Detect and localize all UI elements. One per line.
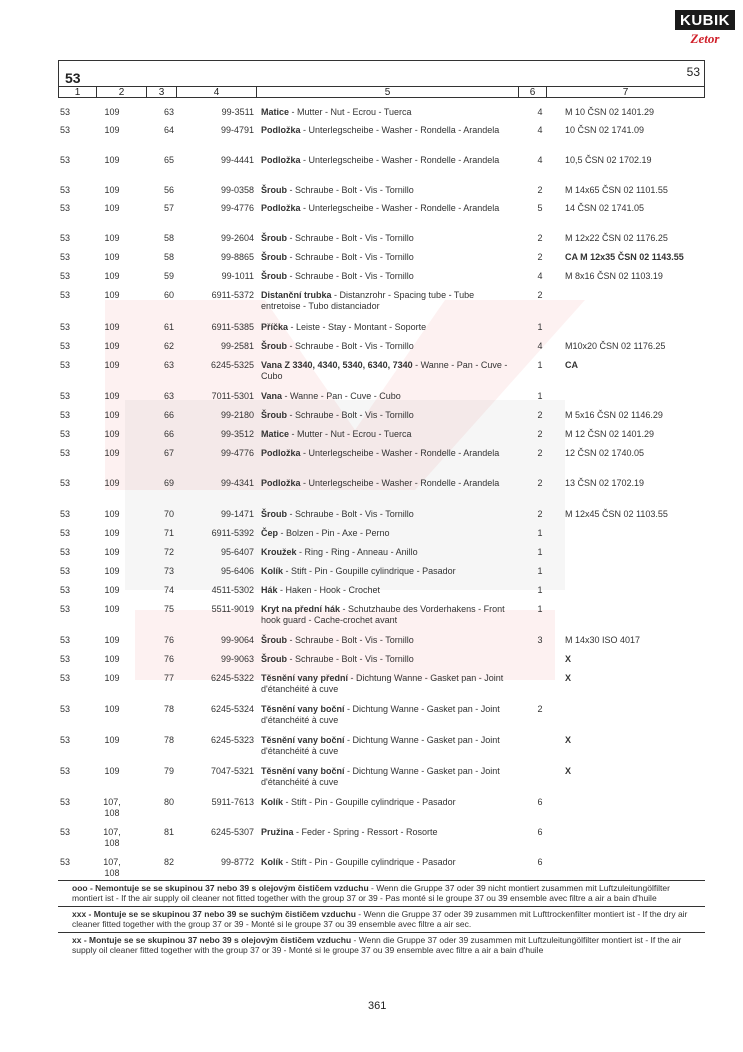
cell-group: 53 — [60, 125, 71, 135]
cell-figure: 109 — [104, 322, 120, 332]
cell-group: 53 — [60, 271, 71, 281]
cell-description — [261, 547, 516, 558]
cell-group: 53 — [60, 547, 71, 557]
cell-part-number: 99-2180 — [220, 410, 254, 420]
footnote-text: - Wenn die Gruppe 37 oder 39 zusammen mit Luftzuleitungölfilter montiert ist - If the air supply oil cleaner fitted together with the group 37 or 39 - Monté si le groupe 37 ou 39 ensemble avec filtre a air a bain d'huile — [72, 935, 682, 955]
cell-note: M 8x16 ČSN 02 1103.19 — [565, 271, 663, 281]
cell-quantity: 2 — [537, 185, 543, 195]
part-name-czech: Kolík — [261, 797, 284, 807]
cell-note: 10 ČSN 02 1741.09 — [565, 125, 645, 135]
cell-description — [261, 528, 516, 539]
cell-position: 58 — [163, 252, 174, 262]
cell-part-number: 6911-5372 — [211, 290, 254, 300]
cell-group: 53 — [60, 107, 71, 117]
part-name-translations: - Schraube - Bolt - Vis - Tornillo — [287, 185, 414, 195]
part-name-czech: Šroub — [261, 341, 287, 351]
cell-description — [261, 766, 516, 788]
cell-description — [261, 233, 516, 244]
cell-part-number: 4511-5302 — [211, 585, 254, 595]
part-name-translations: - Bolzen - Pin - Axe - Perno — [278, 528, 390, 538]
cell-description — [261, 203, 516, 214]
cell-quantity: 3 — [537, 635, 543, 645]
cell-part-number: 6245-5325 — [210, 360, 254, 370]
cell-group: 53 — [60, 857, 71, 867]
cell-group: 53 — [60, 290, 71, 300]
cell-figure: 109 — [104, 203, 120, 213]
cell-description — [261, 107, 516, 118]
cell-quantity: 2 — [537, 509, 543, 519]
part-name-translations: - Schutzhaube des Vorderhakens - Front hook guard - Cache-crochet avant — [261, 604, 505, 625]
cell-note: M 10 ČSN 02 1401.29 — [565, 107, 655, 117]
cell-position: 66 — [163, 429, 174, 439]
cell-group: 53 — [60, 155, 71, 165]
cell-quantity: 1 — [537, 391, 543, 401]
part-name-czech: Kolík — [261, 566, 284, 576]
cell-position: 60 — [163, 290, 174, 300]
part-name-czech: Těsnění vany boční — [261, 766, 345, 776]
part-name-czech: Těsnění vany boční — [261, 735, 345, 745]
cell-group: 53 — [60, 827, 71, 837]
cell-figure: 109 — [104, 654, 120, 664]
cell-quantity: 2 — [537, 448, 543, 458]
cell-description — [261, 252, 516, 263]
cell-description — [261, 604, 516, 626]
cell-figure: 109 — [104, 704, 120, 714]
cell-group: 53 — [60, 766, 71, 776]
footnote-key: xx - Montuje se se skupinou 37 nebo 39 s olejovým čističem vzduchu — [72, 935, 352, 945]
cell-part-number: 99-3512 — [220, 429, 254, 439]
cell-note: M 14x30 ISO 4017 — [565, 635, 641, 645]
cell-figure: 109 — [104, 185, 120, 195]
part-name-translations: - Distanzrohr - Spacing tube - Tube entretoise - Tubo distanciador — [261, 290, 475, 311]
part-name-czech: Podložka — [261, 478, 301, 488]
cell-note: CA — [565, 360, 578, 370]
cell-figure: 109 — [104, 478, 120, 488]
kubik-zetor-logo — [675, 10, 735, 60]
cell-position: 72 — [163, 547, 174, 557]
cell-group: 53 — [60, 429, 71, 439]
cell-figure: 109 — [104, 604, 120, 614]
cell-part-number: 99-9063 — [220, 654, 254, 664]
cell-position: 71 — [163, 528, 174, 538]
cell-part-number: 99-2604 — [220, 233, 254, 243]
column-header-1: 1 — [59, 87, 97, 98]
column-header-row — [59, 86, 704, 98]
cell-description — [261, 271, 516, 282]
cell-description — [261, 735, 516, 757]
part-name-translations: - Dichtung Wanne - Gasket pan - Joint d'étanchéité à cuve — [261, 673, 504, 694]
cell-group: 53 — [60, 252, 71, 262]
cell-quantity: 4 — [537, 341, 543, 351]
cell-position: 76 — [163, 654, 174, 664]
part-name-translations: - Stift - Pin - Goupille cylindrique - Pasador — [283, 797, 456, 807]
cell-quantity: 2 — [537, 233, 543, 243]
footnotes — [58, 880, 705, 958]
cell-part-number: 7011-5301 — [211, 391, 254, 401]
cell-part-number: 6245-5322 — [210, 673, 254, 683]
part-name-translations: - Schraube - Bolt - Vis - Tornillo — [287, 233, 414, 243]
cell-group: 53 — [60, 360, 71, 370]
cell-figure: 109 — [104, 155, 120, 165]
cell-position: 58 — [163, 233, 174, 243]
cell-group: 53 — [60, 185, 71, 195]
part-name-czech: Šroub — [261, 233, 287, 243]
cell-note: 14 ČSN 02 1741.05 — [565, 203, 645, 213]
cell-quantity: 4 — [537, 125, 543, 135]
cell-group: 53 — [60, 509, 71, 519]
part-name-translations: - Feder - Spring - Ressort - Rosorte — [293, 827, 438, 837]
cell-position: 69 — [163, 478, 174, 488]
cell-part-number: 6911-5392 — [211, 528, 254, 538]
cell-part-number: 99-4776 — [220, 448, 254, 458]
cell-position: 56 — [163, 185, 174, 195]
cell-quantity: 2 — [537, 410, 543, 420]
cell-part-number: 99-8772 — [220, 857, 254, 867]
cell-part-number: 6911-5385 — [211, 322, 254, 332]
part-name-czech: Hák — [261, 585, 278, 595]
part-name-czech: Matice — [261, 429, 290, 439]
cell-position: 63 — [163, 391, 174, 401]
part-name-translations: - Unterlegscheibe - Washer - Rondelle - Arandela — [300, 203, 500, 213]
cell-figure: 109 — [104, 341, 120, 351]
part-name-translations: - Schraube - Bolt - Vis - Tornillo — [287, 271, 414, 281]
part-name-translations: - Stift - Pin - Goupille cylindrique - Pasador — [283, 566, 456, 576]
cell-position: 77 — [163, 673, 174, 683]
part-name-czech: Šroub — [261, 654, 287, 664]
cell-group: 53 — [60, 604, 71, 614]
cell-description — [261, 185, 516, 196]
cell-description — [261, 673, 516, 695]
part-name-czech: Čep — [261, 528, 279, 538]
cell-quantity: 4 — [537, 107, 543, 117]
cell-group: 53 — [60, 322, 71, 332]
cell-position: 79 — [163, 766, 174, 776]
footnote-key: ooo - Nemontuje se se skupinou 37 nebo 39 s olejovým čističem vzduchu — [72, 883, 369, 893]
cell-quantity: 2 — [537, 290, 543, 300]
cell-part-number: 99-4791 — [220, 125, 254, 135]
cell-note: M 5x16 ČSN 02 1146.29 — [565, 410, 663, 420]
column-header-6: 6 — [519, 87, 547, 98]
cell-description — [261, 509, 516, 520]
part-name-czech: Šroub — [261, 271, 287, 281]
page-number: 361 — [368, 1000, 387, 1012]
cell-group: 53 — [60, 704, 71, 714]
cell-description — [261, 585, 516, 596]
part-name-czech: Matice — [261, 107, 290, 117]
part-name-translations: - Leiste - Stay - Montant - Soporte — [288, 322, 427, 332]
cell-note: M 12 ČSN 02 1401.29 — [565, 429, 655, 439]
cell-group: 53 — [60, 410, 71, 420]
cell-figure: 109 — [104, 766, 120, 776]
cell-figure: 109 — [104, 233, 120, 243]
cell-quantity: 2 — [537, 478, 543, 488]
cell-figure: 107, 108 — [103, 857, 121, 878]
part-name-translations: - Schraube - Bolt - Vis - Tornillo — [287, 410, 414, 420]
cell-quantity: 2 — [537, 252, 543, 262]
cell-part-number: 99-3511 — [221, 107, 254, 117]
logo-kubik-text: KUBIK — [675, 10, 735, 30]
part-name-czech: Vana — [261, 391, 283, 401]
cell-note: 10,5 ČSN 02 1702.19 — [565, 155, 652, 165]
cell-position: 67 — [163, 448, 174, 458]
cell-position: 74 — [163, 585, 174, 595]
cell-figure: 109 — [104, 410, 120, 420]
part-name-translations: - Mutter - Nut - Ecrou - Tuerca — [289, 107, 412, 117]
cell-note: 12 ČSN 02 1740.05 — [565, 448, 645, 458]
cell-quantity: 4 — [537, 271, 543, 281]
part-name-czech: Podložka — [261, 125, 301, 135]
cell-quantity: 1 — [537, 547, 543, 557]
cell-note: X — [565, 766, 572, 776]
cell-quantity: 1 — [537, 604, 543, 614]
part-name-translations: - Schraube - Bolt - Vis - Tornillo — [287, 509, 414, 519]
cell-quantity: 6 — [537, 797, 543, 807]
cell-part-number: 6245-5323 — [210, 735, 254, 745]
cell-group: 53 — [60, 233, 71, 243]
cell-note: CA M 12x35 ČSN 02 1143.55 — [565, 252, 684, 262]
cell-figure: 107, 108 — [103, 797, 121, 818]
cell-quantity: 6 — [537, 827, 543, 837]
cell-part-number: 5911-7613 — [211, 797, 254, 807]
cell-description — [261, 448, 516, 459]
cell-figure: 109 — [104, 673, 120, 683]
cell-position: 78 — [163, 735, 174, 745]
part-name-translations: - Unterlegscheibe - Washer - Rondelle - Arandela — [300, 155, 500, 165]
cell-figure: 109 — [104, 635, 120, 645]
logo-zetor-text: Zetor — [690, 31, 720, 46]
cell-figure: 109 — [104, 429, 120, 439]
cell-quantity: 2 — [537, 429, 543, 439]
part-name-translations: - Unterlegscheibe - Washer - Rondelle - Arandela — [300, 478, 500, 488]
part-name-czech: Šroub — [261, 410, 287, 420]
cell-group: 53 — [60, 654, 71, 664]
column-header-4: 4 — [177, 87, 257, 98]
cell-figure: 109 — [104, 290, 120, 300]
cell-figure: 109 — [104, 125, 120, 135]
part-name-czech: Podložka — [261, 203, 301, 213]
footnote-text: - Wenn die Gruppe 37 oder 39 zusammen mit Lufttrockenfilter montiert ist - If the dry air cleaner fitted together with the group 37 or 39 - Monté si le groupe 37 ou 39 ensemble avec filtre a air sec. — [72, 909, 688, 929]
part-name-translations: - Wanne - Pan - Cuve - Cubo — [261, 360, 508, 381]
part-name-czech: Pružina — [261, 827, 294, 837]
cell-figure: 109 — [104, 509, 120, 519]
cell-note: 13 ČSN 02 1702.19 — [565, 478, 645, 488]
cell-position: 62 — [163, 341, 174, 351]
cell-note: X — [565, 735, 572, 745]
cell-quantity: 1 — [537, 566, 543, 576]
cell-part-number: 95-6407 — [220, 547, 254, 557]
part-name-czech: Vana Z 3340, 4340, 5340, 6340, 7340 — [261, 360, 413, 370]
cell-group: 53 — [60, 341, 71, 351]
part-name-translations: - Unterlegscheibe - Washer - Rondelle - Arandela — [300, 448, 500, 458]
cell-group: 53 — [60, 448, 71, 458]
cell-description — [261, 635, 516, 646]
part-name-czech: Příčka — [261, 322, 289, 332]
cell-group: 53 — [60, 635, 71, 645]
cell-group: 53 — [60, 797, 71, 807]
part-name-translations: - Dichtung Wanne - Gasket pan - Joint d'étanchéité à cuve — [261, 735, 500, 756]
cell-position: 57 — [163, 203, 174, 213]
cell-part-number: 5511-9019 — [211, 604, 254, 614]
cell-figure: 109 — [104, 528, 120, 538]
cell-part-number: 7047-5321 — [210, 766, 254, 776]
cell-position: 81 — [163, 827, 174, 837]
cell-position: 78 — [163, 704, 174, 714]
cell-note: M10x20 ČSN 02 1176.25 — [565, 341, 666, 351]
cell-position: 73 — [163, 566, 174, 576]
cell-part-number: 99-8865 — [220, 252, 254, 262]
footnote-xx — [58, 932, 705, 958]
part-name-translations: - Schraube - Bolt - Vis - Tornillo — [287, 635, 414, 645]
cell-quantity: 1 — [537, 585, 543, 595]
part-name-czech: Podložka — [261, 448, 301, 458]
cell-part-number: 99-2581 — [220, 341, 254, 351]
cell-position: 70 — [163, 509, 174, 519]
cell-description — [261, 155, 516, 166]
cell-position: 61 — [163, 322, 174, 332]
footnote-xxx — [58, 906, 705, 932]
cell-quantity: 5 — [537, 203, 543, 213]
cell-position: 66 — [163, 410, 174, 420]
cell-figure: 109 — [104, 360, 120, 370]
part-name-czech: Distanční trubka — [261, 290, 332, 300]
footnote-text: - Wenn die Gruppe 37 oder 39 nicht montiert zusammen mit Luftzuleitungölfilter montiert ist - If the air supply oil cleaner not fitted together with the group 37 or 39 - Pas monté si le groupe 37 ou 39 ensemble avec filtre a air a bain d'huile — [72, 883, 670, 903]
cell-part-number: 99-0358 — [220, 185, 254, 195]
part-name-czech: Šroub — [261, 252, 287, 262]
group-number-left: 53 — [65, 70, 81, 86]
cell-description — [261, 704, 516, 726]
cell-part-number: 99-4341 — [220, 478, 254, 488]
cell-group: 53 — [60, 528, 71, 538]
cell-group: 53 — [60, 203, 71, 213]
cell-group: 53 — [60, 478, 71, 488]
cell-quantity: 4 — [537, 155, 543, 165]
cell-quantity: 2 — [537, 704, 543, 714]
cell-figure: 109 — [104, 566, 120, 576]
column-header-3: 3 — [147, 87, 177, 98]
column-header-5: 5 — [257, 87, 519, 98]
cell-figure: 109 — [104, 107, 120, 117]
part-name-translations: - Wanne - Pan - Cuve - Cubo — [282, 391, 401, 401]
cell-figure: 109 — [104, 735, 120, 745]
cell-description — [261, 478, 516, 489]
cell-figure: 109 — [104, 547, 120, 557]
part-name-translations: - Dichtung Wanne - Gasket pan - Joint d'étanchéité à cuve — [261, 704, 500, 725]
part-name-translations: - Unterlegscheibe - Washer - Rondella - Arandela — [300, 125, 500, 135]
column-header-2: 2 — [97, 87, 147, 98]
cell-note: X — [565, 673, 572, 683]
cell-description — [261, 125, 516, 136]
cell-part-number: 95-6406 — [220, 566, 254, 576]
cell-description — [261, 429, 516, 440]
cell-figure: 107, 108 — [103, 827, 121, 848]
footnote-key: xxx - Montuje se se skupinou 37 nebo 39 se suchým čističem vzduchu — [72, 909, 356, 919]
cell-position: 63 — [163, 107, 174, 117]
cell-description — [261, 827, 516, 838]
cell-figure: 109 — [104, 271, 120, 281]
cell-description — [261, 857, 516, 868]
footnote-ooo — [58, 880, 705, 906]
cell-quantity: 6 — [537, 857, 543, 867]
cell-group: 53 — [60, 673, 71, 683]
cell-description — [261, 290, 516, 312]
cell-position: 82 — [163, 857, 174, 867]
cell-description — [261, 391, 516, 402]
cell-position: 64 — [163, 125, 174, 135]
part-name-czech: Šroub — [261, 185, 287, 195]
cell-note: M 14x65 ČSN 02 1101.55 — [565, 185, 668, 195]
part-name-czech: Kolík — [261, 857, 284, 867]
cell-group: 53 — [60, 391, 71, 401]
cell-description — [261, 797, 516, 808]
cell-position: 76 — [163, 635, 174, 645]
cell-group: 53 — [60, 735, 71, 745]
table-header-box — [58, 60, 705, 98]
cell-part-number: 99-1471 — [220, 509, 254, 519]
part-name-czech: Těsnění vany přední — [261, 673, 349, 683]
cell-part-number: 6245-5324 — [210, 704, 254, 714]
part-name-czech: Kryt na přední hák — [261, 604, 341, 614]
part-name-czech: Šroub — [261, 509, 287, 519]
cell-group: 53 — [60, 566, 71, 576]
part-name-czech: Těsnění vany boční — [261, 704, 345, 714]
cell-quantity: 1 — [537, 360, 543, 370]
cell-note: M 12x45 ČSN 02 1103.55 — [565, 509, 668, 519]
part-name-translations: - Mutter - Nut - Ecrou - Tuerca — [289, 429, 412, 439]
cell-description — [261, 360, 516, 382]
cell-part-number: 6245-5307 — [210, 827, 254, 837]
cell-group: 53 — [60, 585, 71, 595]
cell-part-number: 99-4776 — [220, 203, 254, 213]
part-name-czech: Kroužek — [261, 547, 297, 557]
cell-quantity: 1 — [537, 322, 543, 332]
cell-position: 63 — [163, 360, 174, 370]
part-name-czech: Podložka — [261, 155, 301, 165]
cell-position: 59 — [163, 271, 174, 281]
cell-note: X — [565, 654, 572, 664]
cell-description — [261, 341, 516, 352]
cell-position: 80 — [163, 797, 174, 807]
part-name-translations: - Ring - Ring - Anneau - Anillo — [296, 547, 418, 557]
column-header-7: 7 — [622, 87, 629, 98]
part-name-translations: - Dichtung Wanne - Gasket pan - Joint d'étanchéité à cuve — [261, 766, 500, 787]
group-number-right: 53 — [686, 65, 700, 79]
cell-position: 65 — [163, 155, 174, 165]
cell-part-number: 99-1011 — [221, 271, 254, 281]
part-name-translations: - Schraube - Bolt - Vis - Tornillo — [287, 252, 414, 262]
part-name-translations: - Schraube - Bolt - Vis - Tornillo — [287, 341, 414, 351]
cell-description — [261, 322, 516, 333]
part-name-czech: Šroub — [261, 635, 287, 645]
cell-position: 75 — [163, 604, 174, 614]
cell-description — [261, 410, 516, 421]
part-name-translations: - Haken - Hook - Crochet — [277, 585, 381, 595]
cell-description — [261, 654, 516, 665]
part-name-translations: - Schraube - Bolt - Vis - Tornillo — [287, 654, 414, 664]
cell-quantity: 1 — [537, 528, 543, 538]
cell-description — [261, 566, 516, 577]
cell-figure: 109 — [104, 391, 120, 401]
cell-note: M 12x22 ČSN 02 1176.25 — [565, 233, 668, 243]
cell-part-number: 99-4441 — [220, 155, 254, 165]
part-name-translations: - Stift - Pin - Goupille cylindrique - Pasador — [283, 857, 456, 867]
cell-part-number: 99-9064 — [220, 635, 254, 645]
cell-figure: 109 — [104, 252, 120, 262]
cell-figure: 109 — [104, 585, 120, 595]
cell-figure: 109 — [104, 448, 120, 458]
